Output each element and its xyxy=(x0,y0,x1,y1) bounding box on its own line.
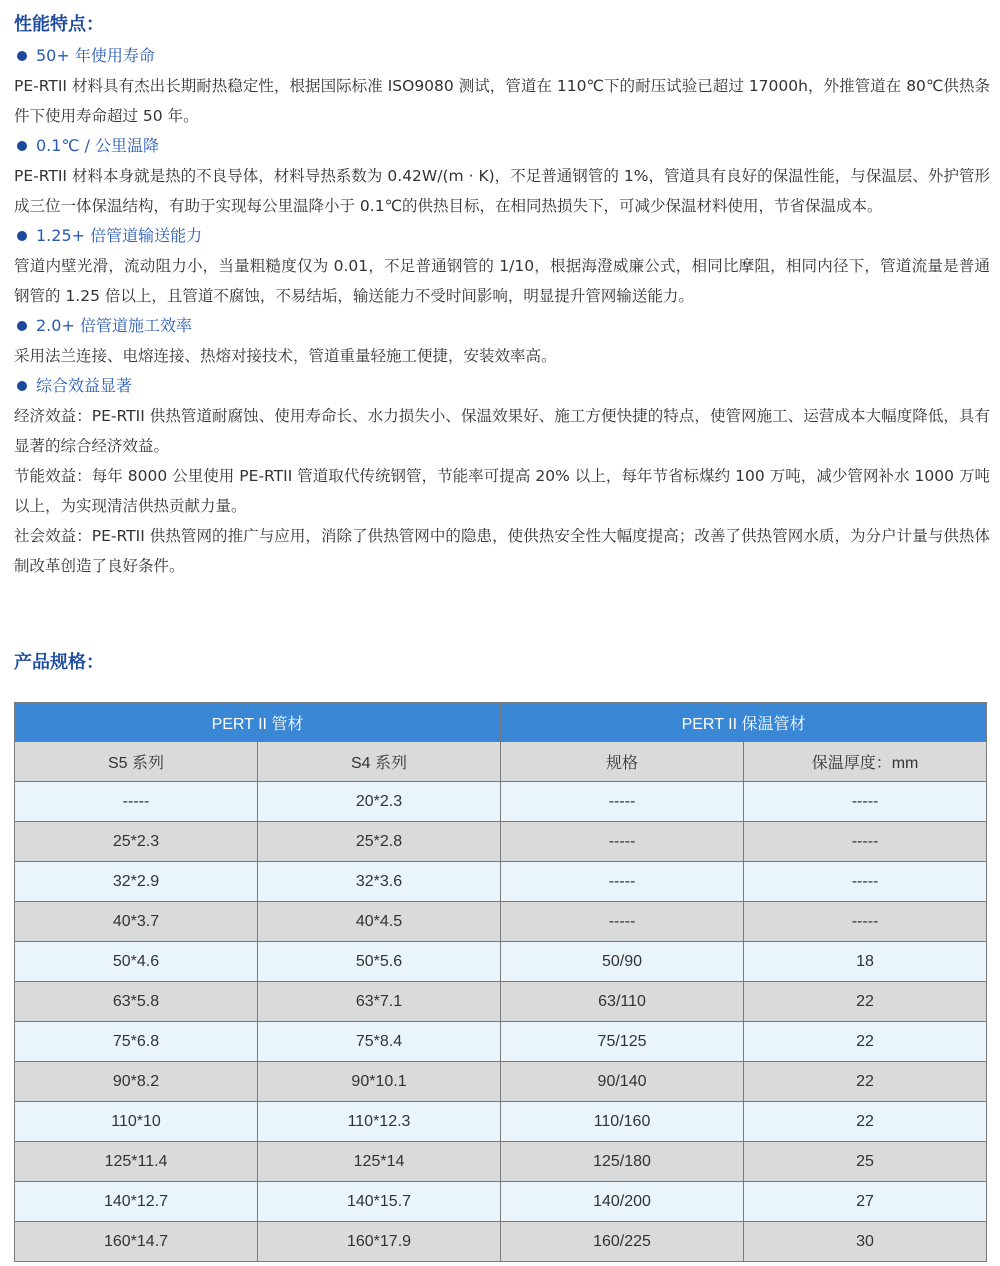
cell-s4: 32*3.6 xyxy=(258,862,501,902)
feature-paragraph: PE-RTII 材料具有杰出长期耐热稳定性，根据国际标准 ISO9080 测试，管道在 110℃下的耐压试验已超过 17000h，外推管道在 80℃供热条件下使用寿命超过 50 年。 xyxy=(14,77,990,125)
table-row xyxy=(15,782,987,822)
cell-s5: 50*4.6 xyxy=(15,942,258,982)
cell-s4: 40*4.5 xyxy=(258,902,501,942)
cell-s5: 75*6.8 xyxy=(15,1022,258,1062)
cell-spec: 50/90 xyxy=(501,942,744,982)
cell-s5: 140*12.7 xyxy=(15,1182,258,1222)
feature-item xyxy=(14,221,990,311)
feature-body xyxy=(14,161,990,221)
spec-table xyxy=(14,702,987,1262)
cell-thickness: ----- xyxy=(744,822,987,862)
table-column-header-row xyxy=(15,742,987,782)
cell-s5: 125*11.4 xyxy=(15,1142,258,1182)
cell-thickness: 25 xyxy=(744,1142,987,1182)
column-header-s5: S5 系列 xyxy=(15,742,258,782)
cell-spec: 90/140 xyxy=(501,1062,744,1102)
cell-thickness: ----- xyxy=(744,902,987,942)
feature-heading xyxy=(14,371,990,401)
cell-spec: ----- xyxy=(501,862,744,902)
feature-heading-text: 1.25+ 倍管道输送能力 xyxy=(36,226,203,245)
table-row xyxy=(15,1142,987,1182)
feature-body xyxy=(14,251,990,311)
cell-thickness: 22 xyxy=(744,982,987,1022)
cell-spec: ----- xyxy=(501,902,744,942)
feature-paragraph-energy: 节能效益：每年 8000 公里使用 PE-RTII 管道取代传统钢管，节能率可提高 20% 以上，每年节省标煤约 100 万吨，减少管网补水 1000 万吨以上，为实现清洁供热贡献力量。 xyxy=(14,467,990,515)
cell-s5: 63*5.8 xyxy=(15,982,258,1022)
cell-s4: 25*2.8 xyxy=(258,822,501,862)
column-header-thickness: 保温厚度：mm xyxy=(744,742,987,782)
table-group-header-row xyxy=(15,703,987,742)
bullet-icon xyxy=(17,231,27,241)
feature-heading-text: 50+ 年使用寿命 xyxy=(36,46,155,65)
feature-paragraph: 管道内壁光滑，流动阻力小，当量粗糙度仅为 0.01，不足普通钢管的 1/10，根据海澄威廉公式，相同比摩阻，相同内径下，管道流量是普通钢管的 1.25 倍以上，且管道不腐蚀，不易结垢，输送能力不受时间影响，明显提升管网输送能力。 xyxy=(14,257,990,305)
feature-heading-text: 0.1℃ / 公里温降 xyxy=(36,136,159,155)
cell-s4: 90*10.1 xyxy=(258,1062,501,1102)
table-row xyxy=(15,1222,987,1262)
bullet-icon xyxy=(17,321,27,331)
cell-spec: 140/200 xyxy=(501,1182,744,1222)
features-list xyxy=(14,41,990,581)
bullet-icon xyxy=(17,381,27,391)
features-title: 性能特点： xyxy=(14,14,104,35)
column-header-s4: S4 系列 xyxy=(258,742,501,782)
feature-paragraph-economic: 经济效益：PE-RTII 供热管道耐腐蚀、使用寿命长、水力损失小、保温效果好、施工方便快捷的特点，使管网施工、运营成本大幅度降低，具有显著的综合经济效益。 xyxy=(14,407,990,455)
cell-s4: 140*15.7 xyxy=(258,1182,501,1222)
group-header-pert-pipe: PERT II 管材 xyxy=(15,703,501,742)
table-row xyxy=(15,1022,987,1062)
cell-s5: 160*14.7 xyxy=(15,1222,258,1262)
feature-heading-text: 2.0+ 倍管道施工效率 xyxy=(36,316,192,335)
cell-s4: 75*8.4 xyxy=(258,1022,501,1062)
table-row xyxy=(15,822,987,862)
spec-table-body xyxy=(15,782,987,1262)
cell-s4: 50*5.6 xyxy=(258,942,501,982)
feature-body xyxy=(14,341,990,371)
cell-s5: 32*2.9 xyxy=(15,862,258,902)
column-header-spec: 规格 xyxy=(501,742,744,782)
cell-thickness: 27 xyxy=(744,1182,987,1222)
spec-title: 产品规格： xyxy=(14,652,104,673)
feature-heading xyxy=(14,311,990,341)
feature-item xyxy=(14,371,990,581)
bullet-icon xyxy=(17,141,27,151)
feature-paragraph: 采用法兰连接、电熔连接、热熔对接技术，管道重量轻施工便捷，安装效率高。 xyxy=(14,347,557,365)
feature-paragraph-social: 社会效益：PE-RTII 供热管网的推广与应用，消除了供热管网中的隐患，使供热安全性大幅度提高；改善了供热管网水质，为分户计量与供热体制改革创造了良好条件。 xyxy=(14,527,990,575)
feature-item xyxy=(14,41,990,131)
feature-body xyxy=(14,401,990,581)
cell-s4: 63*7.1 xyxy=(258,982,501,1022)
table-row xyxy=(15,1182,987,1222)
feature-paragraph: PE-RTII 材料本身就是热的不良导体，材料导热系数为 0.42W/(m · K)，不足普通钢管的 1%，管道具有良好的保温性能，与保温层、外护管形成三位一体保温结构，有助于实现每公里温降小于 0.1℃的供热目标，在相同热损失下，可减少保温材料使用，节省保温成本。 xyxy=(14,167,990,215)
cell-thickness: 22 xyxy=(744,1102,987,1142)
cell-s5: 40*3.7 xyxy=(15,902,258,942)
feature-heading xyxy=(14,41,990,71)
cell-spec: 110/160 xyxy=(501,1102,744,1142)
cell-spec: ----- xyxy=(501,822,744,862)
cell-s4: 110*12.3 xyxy=(258,1102,501,1142)
group-header-pert-insulated-pipe: PERT II 保温管材 xyxy=(501,703,987,742)
table-row xyxy=(15,862,987,902)
cell-s5: 25*2.3 xyxy=(15,822,258,862)
cell-s4: 160*17.9 xyxy=(258,1222,501,1262)
feature-item xyxy=(14,311,990,371)
cell-thickness: 18 xyxy=(744,942,987,982)
cell-s4: 20*2.3 xyxy=(258,782,501,822)
cell-spec: ----- xyxy=(501,782,744,822)
cell-thickness: 22 xyxy=(744,1022,987,1062)
cell-thickness: ----- xyxy=(744,862,987,902)
table-row xyxy=(15,1102,987,1142)
cell-thickness: 30 xyxy=(744,1222,987,1262)
cell-spec: 75/125 xyxy=(501,1022,744,1062)
cell-spec: 63/110 xyxy=(501,982,744,1022)
feature-heading-text: 综合效益显著 xyxy=(36,376,133,395)
table-row xyxy=(15,982,987,1022)
cell-spec: 125/180 xyxy=(501,1142,744,1182)
cell-thickness: 22 xyxy=(744,1062,987,1102)
cell-s5: 90*8.2 xyxy=(15,1062,258,1102)
feature-heading xyxy=(14,131,990,161)
cell-s5: 110*10 xyxy=(15,1102,258,1142)
bullet-icon xyxy=(17,51,27,61)
feature-item xyxy=(14,131,990,221)
cell-s5: ----- xyxy=(15,782,258,822)
table-row xyxy=(15,1062,987,1102)
cell-thickness: ----- xyxy=(744,782,987,822)
cell-spec: 160/225 xyxy=(501,1222,744,1262)
feature-body xyxy=(14,71,990,131)
feature-heading xyxy=(14,221,990,251)
cell-s4: 125*14 xyxy=(258,1142,501,1182)
table-row xyxy=(15,902,987,942)
table-row xyxy=(15,942,987,982)
